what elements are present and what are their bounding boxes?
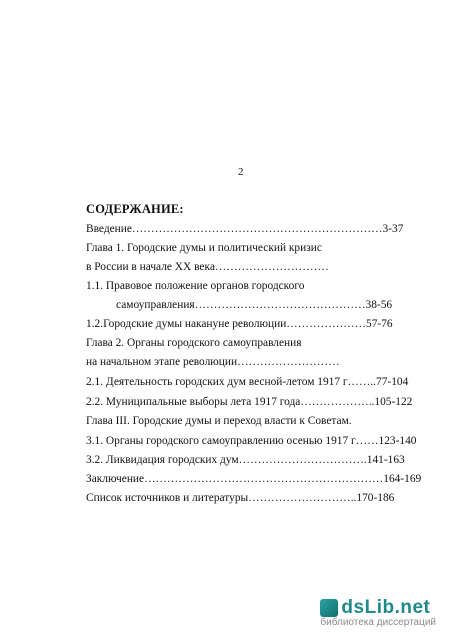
watermark-tagline: библиотека диссертаций [320,617,436,628]
toc-line-chapter-1: Глава 1. Городские думы и политический кризис [86,242,322,254]
toc-line-section-1-1-cont: самоуправления………………………………………38-56 [116,299,393,311]
toc-line-conclusion: Заключение………………………………………………………164-169 [86,473,422,485]
toc-line-section-1-1: 1.1. Правовое положение органов городского [86,280,305,292]
toc-line-chapter-2: Глава 2. Органы городского самоуправления [86,337,302,349]
toc-line-section-2-2: 2.2. Муниципальные выборы лета 1917 года………………..105-122 [86,396,413,408]
watermark [320,597,436,628]
toc-line-section-2-1: 2.1. Деятельность городских дум весной-летом 1917 г……..77-104 [86,376,409,388]
toc-line-introduction: Введение…………………………………………………………3-37 [86,223,404,235]
page-number: 2 [238,166,244,178]
toc-line-section-3-1: 3.1. Органы городского самоуправлению осенью 1917 г……123-140 [86,435,417,447]
toc-line-section-3-2: 3.2. Ликвидация городских дум…………………………….141-163 [86,454,405,466]
toc-heading: СОДЕРЖАНИЕ: [86,202,184,216]
toc-line-bibliography: Список источников и литературы………………………..170-186 [86,492,395,504]
book-icon [320,599,338,617]
toc-line-chapter-2-cont: на начальном этапе революции……………………… [86,356,340,368]
toc-line-chapter-3: Глава III. Городские думы и переход власти к Советам. [86,415,352,427]
watermark-logo [320,597,436,619]
watermark-brand: dsLib.net [341,597,431,618]
toc-line-chapter-1-cont: в России в начале ХХ века………………………… [86,261,329,273]
toc-line-section-1-2: 1.2.Городские думы накануне революции…………………57-76 [86,318,393,330]
